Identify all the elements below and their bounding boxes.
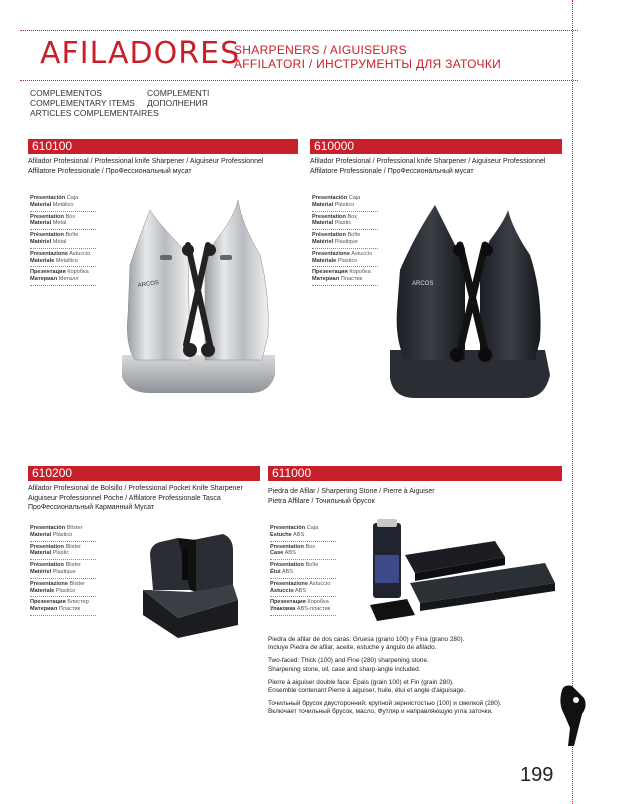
spec-row: Presentación Caja Estuche ABS [270, 523, 336, 542]
spec-row: Презентация Коробка Материал Металл [30, 267, 96, 286]
note-line: Incluye Piedra de afilar, aceite, estuche y ángulo de afilado. [268, 644, 437, 652]
sharpening-stone-image [345, 515, 560, 625]
spec-row: Présentation Boîte Étui ABS [270, 560, 336, 579]
spec-row: Présentation Blister Matériel Plastique [30, 560, 96, 579]
product-code-611000: 611000 [268, 466, 562, 481]
description-line: Affilatore Professionale / ПроФессиональный мусат [28, 167, 192, 175]
spec-row: Presentación Caja Material Metálico [30, 193, 96, 212]
complements-label: COMPLEMENTOS [30, 88, 103, 98]
spec-row: Presentazione Astuccio Astuccio ABS [270, 579, 336, 598]
spec-row: Presentazione Astuccio Materiale Metallico [30, 249, 96, 268]
complements-col-2 [147, 88, 209, 108]
note-line: Piedra de afilar de dos caras: Gruesa (grano 100) y Fina (grano 280). [268, 636, 465, 643]
spec-row: Présentation Boîte Matériel Métal [30, 230, 96, 249]
complements-label: ДОПОЛНЕНИЯ [147, 98, 208, 108]
note-block [268, 636, 568, 652]
note-line: Pierre à aiguiser double face: Épais (grain 100) et Fin (grain 280). [268, 678, 454, 686]
svg-text:ARCOS: ARCOS [412, 281, 434, 287]
description-line: Afilador Profesional / Professional knife Sharpener / Aiguiseur Professionnel [28, 158, 264, 165]
subtitle-line-1: SHARPENERS / AIGUISEURS [234, 43, 407, 57]
top-dotted-rule [20, 30, 578, 31]
black-sharpener-image [385, 200, 555, 415]
product-code-610100: 610100 [28, 139, 298, 154]
spec-row: Презентация Коробка Упаковка ABS-пластик [270, 597, 336, 616]
spec-row: Презентация Блистер Материал Пластик [30, 597, 96, 616]
spec-row: Presentation Blister Material Plastic [30, 542, 96, 561]
note-line: Two-faced: Thick (100) and Fine (280) sharpening stone. [268, 657, 429, 665]
product-specs [312, 193, 378, 286]
product-description [28, 484, 268, 513]
spec-row: Présentation Boîte Matériel Plastique [312, 230, 378, 249]
product-specs [30, 523, 96, 616]
spec-row: Presentazione Blister Materiale Plastico [30, 579, 96, 598]
note-block [268, 657, 568, 673]
product-specs [30, 193, 96, 286]
note-line: Точильный брусок двусторонний: крупной зернистостью (100) и смелкой (280). [268, 700, 502, 708]
description-line: Affilatore Professionale / ПроФессиональный мусат [310, 167, 474, 175]
note-block [268, 700, 568, 716]
spec-row: Presentazione Astuccio Materiale Plastico [312, 249, 378, 268]
description-line: Afilador Profesional / Professional knife Sharpener / Aiguiseur Professionnel [310, 158, 546, 165]
spec-row: Presentation Box Material Metal [30, 212, 96, 231]
product-code-610200: 610200 [28, 466, 260, 481]
product-description [268, 487, 562, 506]
product-specs [270, 523, 336, 616]
description-line: Aiguiseur Professionnel Poche / Affilatore Professionale Tasca [28, 494, 221, 502]
note-line: Ensemble contenant Pierre à aiguiser, huile, étui et angle d'aiguisage. [268, 687, 466, 695]
corkscrew-icon [554, 680, 594, 750]
complements-col-1 [30, 88, 159, 118]
description-line: Afilador Profesional de Bolsillo / Professional Pocket Knife Sharpener [28, 485, 243, 492]
product-description [310, 157, 570, 176]
product-description [28, 157, 298, 176]
spec-row: Presentación Blíster Material Plástico [30, 523, 96, 542]
product-code-610000: 610000 [310, 139, 562, 154]
spec-row: Presentation Box Case ABS [270, 542, 336, 561]
subtitle-line-2: AFFILATORI / ИНСТРУМЕНТЫ ДЛЯ ЗАТОЧКИ [234, 57, 502, 71]
note-line: Включает точильный брусок, масло, Футляр и направляющую угла заточки. [268, 708, 493, 716]
spec-row: Presentación Caja Material Plástico [312, 193, 378, 212]
spec-row: Презентация Коробка Материал Пластик [312, 267, 378, 286]
description-line: Piedra de Afilar / Sharpening Stone / Pierre à Aiguiser [268, 488, 435, 495]
description-line: ПроФессиональный Карманный Мусат [28, 504, 155, 511]
metal-sharpener-image [110, 195, 285, 405]
note-block [268, 679, 568, 695]
spec-row: Presentation Box Material Plastic [312, 212, 378, 231]
stone-notes [268, 636, 568, 717]
complements-label: COMPLEMENTI [147, 88, 210, 98]
complements-label: COMPLEMENTARY ITEMS [30, 98, 135, 108]
note-line: Sharpening stone, oil, case and sharp-angle included. [268, 665, 421, 673]
complements-label: ARTICLES COMPLEMENTAIRES [30, 108, 159, 118]
description-line: Pietra Affilare / Точильный брусок [268, 497, 375, 505]
svg-text:ARCOS: ARCOS [137, 280, 160, 289]
pocket-sharpener-image [138, 530, 248, 640]
page-title: AFILADORES [40, 36, 241, 71]
header-dotted-rule [20, 80, 578, 81]
page-number: 199 [520, 764, 554, 786]
